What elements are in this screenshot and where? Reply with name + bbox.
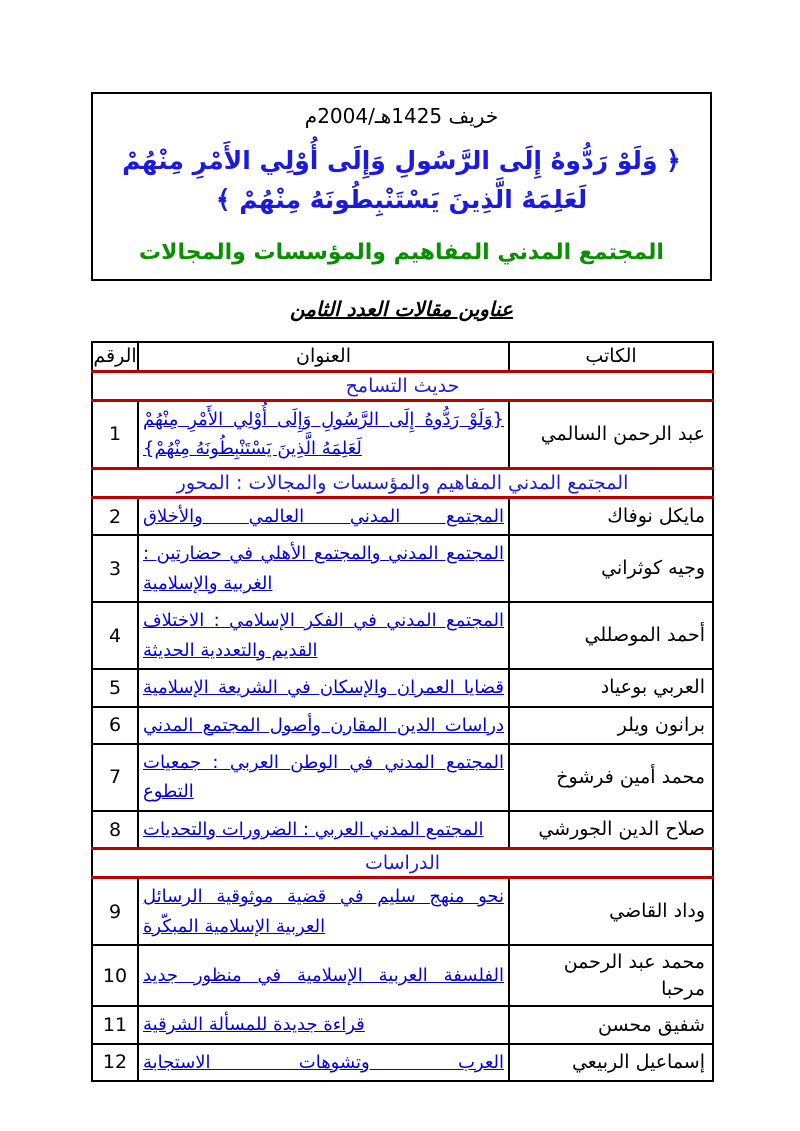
article-author: أحمد الموصللي — [509, 602, 713, 669]
section-label: حديث التسامح — [92, 372, 713, 401]
column-header-author: الكاتب — [509, 342, 713, 372]
article-number: 1 — [92, 401, 138, 469]
issue-main-title: المجتمع المدني المفاهيم والمؤسسات والمجالات — [139, 239, 664, 265]
article-title-cell — [138, 945, 509, 1006]
article-title-link[interactable]: نحو منهج سليم في قضية موثوقية الرسائل العربية الإسلامية المبكّرة — [143, 886, 504, 937]
article-number: 7 — [92, 744, 138, 811]
section-row — [92, 468, 713, 497]
article-number: 10 — [92, 945, 138, 1006]
article-number: 3 — [92, 535, 138, 602]
article-number: 6 — [92, 707, 138, 744]
article-author: عبد الرحمن السالمي — [509, 401, 713, 469]
article-author: محمد عبد الرحمن مرحبا — [509, 945, 713, 1006]
article-title-cell — [138, 401, 509, 469]
article-row — [92, 401, 713, 469]
article-number: 8 — [92, 811, 138, 849]
section-label: الدراسات — [92, 849, 713, 878]
article-title-link[interactable]: قراءة جديدة للمسألة الشرقية — [143, 1014, 365, 1036]
article-row — [92, 1006, 713, 1043]
issue-header-box — [91, 92, 712, 281]
article-number: 12 — [92, 1044, 138, 1081]
article-row — [92, 1044, 713, 1081]
article-row — [92, 535, 713, 602]
section-label: المجتمع المدني المفاهيم والمؤسسات والمجالات : المحور — [92, 468, 713, 497]
article-number: 11 — [92, 1006, 138, 1043]
article-number: 9 — [92, 878, 138, 945]
articles-table — [91, 341, 714, 1083]
article-number: 2 — [92, 497, 138, 535]
article-row — [92, 497, 713, 535]
article-row — [92, 669, 713, 706]
article-row — [92, 878, 713, 945]
article-number: 5 — [92, 669, 138, 706]
article-row — [92, 744, 713, 811]
document-page — [91, 92, 712, 1082]
article-title-link[interactable]: المجتمع المدني في الوطن العربي : جمعيات التطوع — [143, 751, 504, 803]
article-title-link[interactable]: المجتمع المدني والمجتمع الأهلي في حضارتين : الغربية والإسلامية — [143, 543, 504, 594]
article-title-link[interactable]: {وَلَوْ رَدُّوهُ إِلَى الرَّسُولِ وَإِلَى أُوْلِي الأَمْرِ مِنْهُمْ لَعَلِمَهُ الَّذِينَ يَسْتَنْبِطُونَهُ مِنْهُمْ} — [143, 409, 504, 460]
article-author: العربي بوعياد — [509, 669, 713, 706]
article-title-cell — [138, 535, 509, 602]
column-header-number: الرقم — [92, 342, 138, 372]
contents-heading: عناوين مقالات العدد الثامن — [290, 296, 513, 321]
article-title-link[interactable]: المجتمع المدني في الفكر الإسلامي : الاختلاف القديم والتعددية الحديثة — [143, 610, 504, 661]
article-title-link[interactable]: قضايا العمران والإسكان في الشريعة الإسلامية — [143, 677, 504, 699]
issue-date: خريف 1425هـ/2004م — [304, 104, 499, 128]
section-row — [92, 372, 713, 401]
article-title-cell — [138, 811, 509, 849]
article-title-cell — [138, 669, 509, 706]
article-number: 4 — [92, 602, 138, 669]
article-title-link[interactable]: دراسات الدين المقارن وأصول المجتمع المدني — [143, 714, 504, 736]
article-row — [92, 602, 713, 669]
article-title-cell — [138, 744, 509, 811]
article-author: شفيق محسن — [509, 1006, 713, 1043]
article-title-cell — [138, 707, 509, 744]
article-title-link[interactable]: المجتمع المدني العربي : الضرورات والتحديات — [143, 818, 484, 840]
article-row — [92, 707, 713, 744]
article-title-link[interactable]: العرب وتشوهات الاستجابة — [143, 1051, 504, 1073]
article-author: محمد أمين فرشوخ — [509, 744, 713, 811]
article-row — [92, 945, 713, 1006]
article-title-link[interactable]: الفلسفة العربية الإسلامية في منظور جديد — [143, 965, 504, 986]
article-title-cell — [138, 878, 509, 945]
article-row — [92, 811, 713, 849]
table-header-row — [92, 342, 713, 372]
article-title-cell — [138, 1044, 509, 1081]
article-title-cell — [138, 602, 509, 669]
column-header-title: العنوان — [138, 342, 509, 372]
article-title-cell — [138, 497, 509, 535]
quran-verse: ﴿ وَلَوْ رَدُّوهُ إِلَى الرَّسُولِ وَإِلَى أُوْلِي الأَمْرِ مِنْهُمْ لَعَلِمَهُ الَّذِينَ يَسْتَنْبِطُونَهُ مِنْهُمْ ﴾ — [122, 146, 681, 214]
article-author: وجيه كوثراني — [509, 535, 713, 602]
article-author: صلاح الدين الجورشي — [509, 811, 713, 849]
article-author: إسماعيل الربيعي — [509, 1044, 713, 1081]
article-title-cell — [138, 1006, 509, 1043]
article-title-link[interactable]: المجتمع المدني العالمي والأخلاق — [143, 505, 504, 527]
section-row — [92, 849, 713, 878]
article-author: وداد القاضي — [509, 878, 713, 945]
article-author: مايكل نوفاك — [509, 497, 713, 535]
article-author: برانون ويلر — [509, 707, 713, 744]
